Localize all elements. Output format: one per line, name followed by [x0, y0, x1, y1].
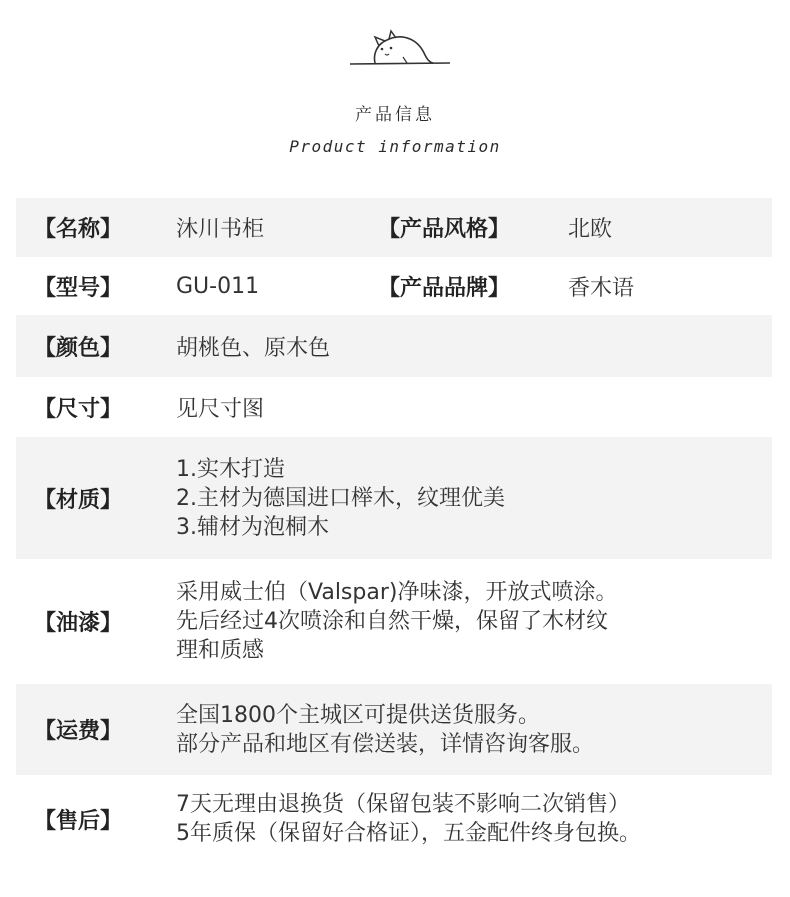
table-row [16, 257, 772, 315]
row-value-line: 理和质感 [176, 638, 265, 663]
row-value [176, 775, 641, 863]
row-label: 【售后】 [34, 808, 123, 834]
row-label: 【尺寸】 [34, 396, 123, 422]
section-subtitle: Product information [289, 137, 501, 156]
row-value: 胡桃色、原木色 [176, 335, 331, 361]
row-value [176, 437, 505, 559]
row-value: 见尺寸图 [176, 396, 265, 422]
row-value-secondary: 北欧 [568, 217, 613, 242]
table-row [16, 684, 772, 775]
product-info-table [16, 198, 772, 863]
table-row [16, 775, 772, 863]
row-value-secondary: 香木语 [568, 275, 635, 301]
row-value [176, 559, 617, 684]
table-row [16, 377, 772, 437]
header [0, 0, 790, 190]
row-label: 【运费】 [34, 719, 123, 744]
row-label-secondary: 【产品品牌】 [378, 275, 511, 301]
row-label-secondary: 【产品风格】 [378, 217, 511, 242]
row-label: 【材质】 [34, 487, 123, 513]
table-row [16, 559, 772, 684]
row-value-line: 1.实木打造 [176, 456, 285, 482]
row-value-line: 先后经过4次喷涂和自然干燥，保留了木材纹 [176, 609, 608, 634]
row-value: 沐川书柜 [176, 217, 265, 242]
row-value-line: 2.主材为德国进口榉木，纹理优美 [176, 485, 505, 511]
row-label: 【型号】 [34, 275, 123, 301]
row-value-line: 采用威士伯（Valspar)净味漆，开放式喷涂。 [176, 580, 618, 605]
row-label: 【名称】 [34, 217, 123, 242]
row-value [176, 684, 594, 775]
row-value-line: 5年质保（保留好合格证），五金配件终身包换。 [176, 821, 641, 846]
section-title: 产品信息 [355, 105, 435, 125]
row-label: 【油漆】 [34, 611, 123, 636]
table-row [16, 198, 772, 257]
table-row [16, 315, 772, 377]
table-row [16, 437, 772, 559]
row-value-line: 3.辅材为泡桐木 [176, 514, 329, 540]
sleeping-hamster-icon [345, 24, 455, 72]
row-value-line: 全国1800个主城区可提供送货服务。 [176, 702, 540, 728]
row-value-line: 7天无理由退换货（保留包装不影响二次销售） [176, 792, 630, 817]
row-value: GU-011 [176, 273, 260, 299]
row-value-line: 部分产品和地区有偿送装，详情咨询客服。 [176, 731, 595, 757]
row-label: 【颜色】 [34, 335, 123, 361]
